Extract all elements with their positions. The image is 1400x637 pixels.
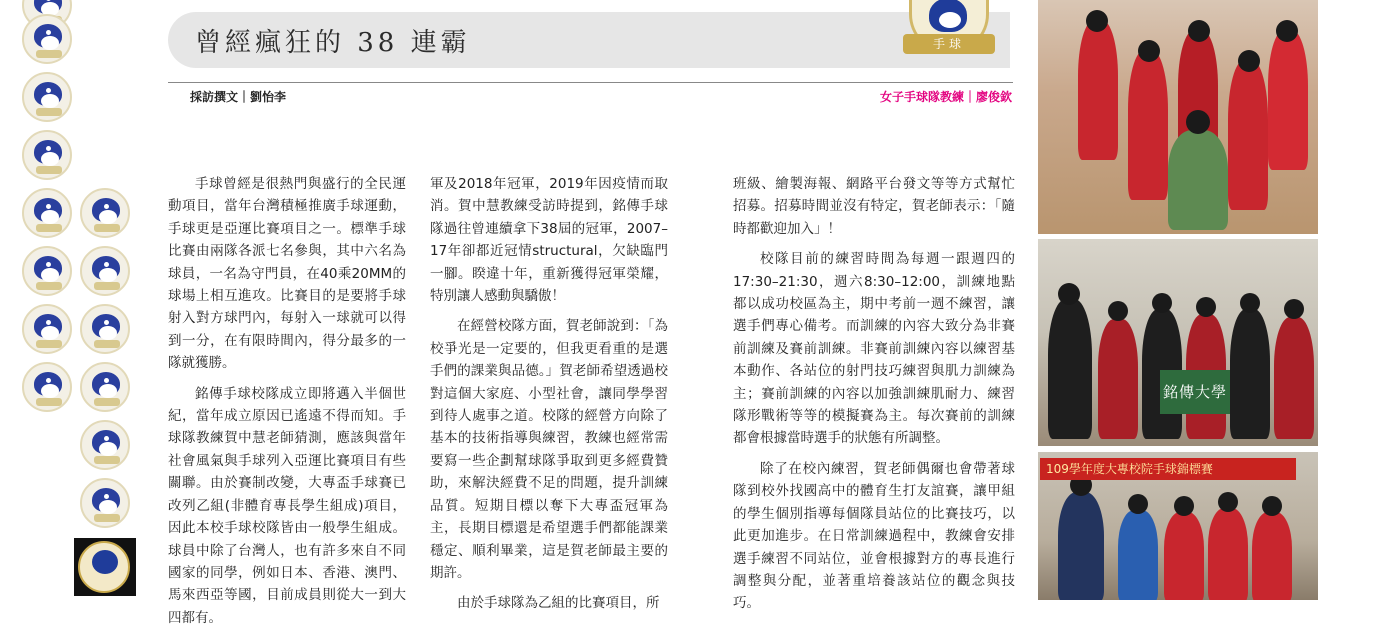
mascot-icon: [22, 304, 72, 354]
mascot-icon: [22, 246, 72, 296]
article-column-2: [430, 173, 668, 623]
paragraph: 軍及2018年冠軍，2019年因疫情而取消。賀中慧教練受訪時提到，銘傳手球隊過往曾連續拿下38屆的冠軍，2007–17年卻都近冠情structural，欠缺臨門一腳。睽違十年，重新獲得冠軍榮耀，特別讓人感動與驕傲！: [430, 176, 668, 305]
divider: [168, 82, 1013, 83]
paragraph: 在經營校隊方面，賀老師說到：「為校爭光是一定要的，但我更看重的是選手們的課業與品德。」賀老師希望透過校對這個大家庭、小型社會，讓同學學習到待人處事之道。校隊的經營方向除了基本的技術指導與練習，教練也經常需要寫一些企劃幫球隊爭取到更多經費贊助，來解決經費不足的問題，提升訓練品質。短期目標以奪下大專盃冠軍為主，長期目標還是希望選手們都能課業穩定、順利畢業，這是賀老師最主要的期許。: [430, 318, 668, 581]
article-title: 曾經瘋狂的 38 連霸: [195, 28, 471, 58]
mascot-icon: [92, 550, 118, 574]
university-sign: 銘傳大學: [1160, 370, 1230, 414]
team-huddle-photo: [1038, 0, 1318, 234]
team-logo: [74, 538, 136, 596]
paragraph: 由於手球隊為乙組的比賽項目，所: [457, 595, 660, 612]
team-group-photo: [1038, 239, 1318, 446]
mascot-icon: [80, 478, 130, 528]
paragraph: 銘傳手球校隊成立即將邁入半個世紀，當年成立原因已遙遠不得而知。手球隊教練賀中慧老師猜測，應該與當年社會風氣與手球列入亞運比賽項目有些關聯。由於賽制改變，大專盃手球賽已改列乙組(非體育專長學生組成)項目，因此本校手球校隊皆由一般學生組成。球員中除了台灣人，也有許多來自不同國家的同學，例如日本、香港、澳門、馬來西亞等國，目前成員則從大一到大四都有。: [168, 385, 406, 626]
mascot-icon: [80, 420, 130, 470]
paragraph: 校隊目前的練習時間為每週一跟週四的17:30–21:30，週六8:30–12:00，訓練地點都以成功校區為主，期中考前一週不練習，讓選手們專心備考。而訓練的內容大致分為非賽前訓練及賽前訓練。非賽前訓練內容以練習基本動作、各站位的射門技巧練習與肌力訓練為主；賽前訓練的內容以加強訓練肌耐力、練習隊形戰術等等的模擬賽為主。每次賽前的訓練都會根據當時選手的狀態有所調整。: [733, 251, 1015, 447]
article-column-1: [168, 173, 406, 637]
paragraph: 手球曾經是很熱門與盛行的全民運動項目，當年台灣積極推廣手球運動，手球更是亞運比賽項目之一。標準手球比賽由兩隊各派七名參與，其中六名為球員，一名為守門員，在40乘20MM的球場上相互進攻。比賽目的是要將手球射入對方球門內，每射入一球就可以得到一分，在有限時間內，得分最多的一隊就獲勝。: [168, 176, 406, 372]
byline-coach: 女子手球隊教練｜廖俊欽: [879, 90, 1012, 104]
mascot-icon: [22, 14, 72, 64]
paragraph: 班級、繪製海報、網路平台發文等等方式幫忙招募。招募時間並沒有特定，賀老師表示：「隨時都歡迎加入」！: [733, 176, 1015, 237]
mascot-icon: [22, 188, 72, 238]
mascot-icon: [80, 362, 130, 412]
badge-label: 手球: [903, 34, 995, 54]
mascot-icon: [80, 304, 130, 354]
mascot-icon: [22, 72, 72, 122]
byline-writer: 採訪撰文｜劉怡李: [190, 90, 287, 104]
mascot-icon: [80, 188, 130, 238]
tournament-banner: 109學年度大專校院手球錦標賽: [1040, 458, 1296, 480]
mascot-icon: [22, 130, 72, 180]
mascot-icon: [22, 362, 72, 412]
handball-badge: [903, 0, 995, 66]
mascot-icon: [80, 246, 130, 296]
article-column-3: [733, 173, 1015, 623]
paragraph: 除了在校內練習，賀老師偶爾也會帶著球隊到校外找國高中的體育生打友誼賽，讓甲組的學生個別指導每個隊員站位的比賽技巧，以此更加進步。在日常訓練過程中，教練會安排選手練習不同站位，並會根據對方的專長進行調整與分配，並著重培養該站位的觀念與技巧。: [733, 460, 1015, 612]
